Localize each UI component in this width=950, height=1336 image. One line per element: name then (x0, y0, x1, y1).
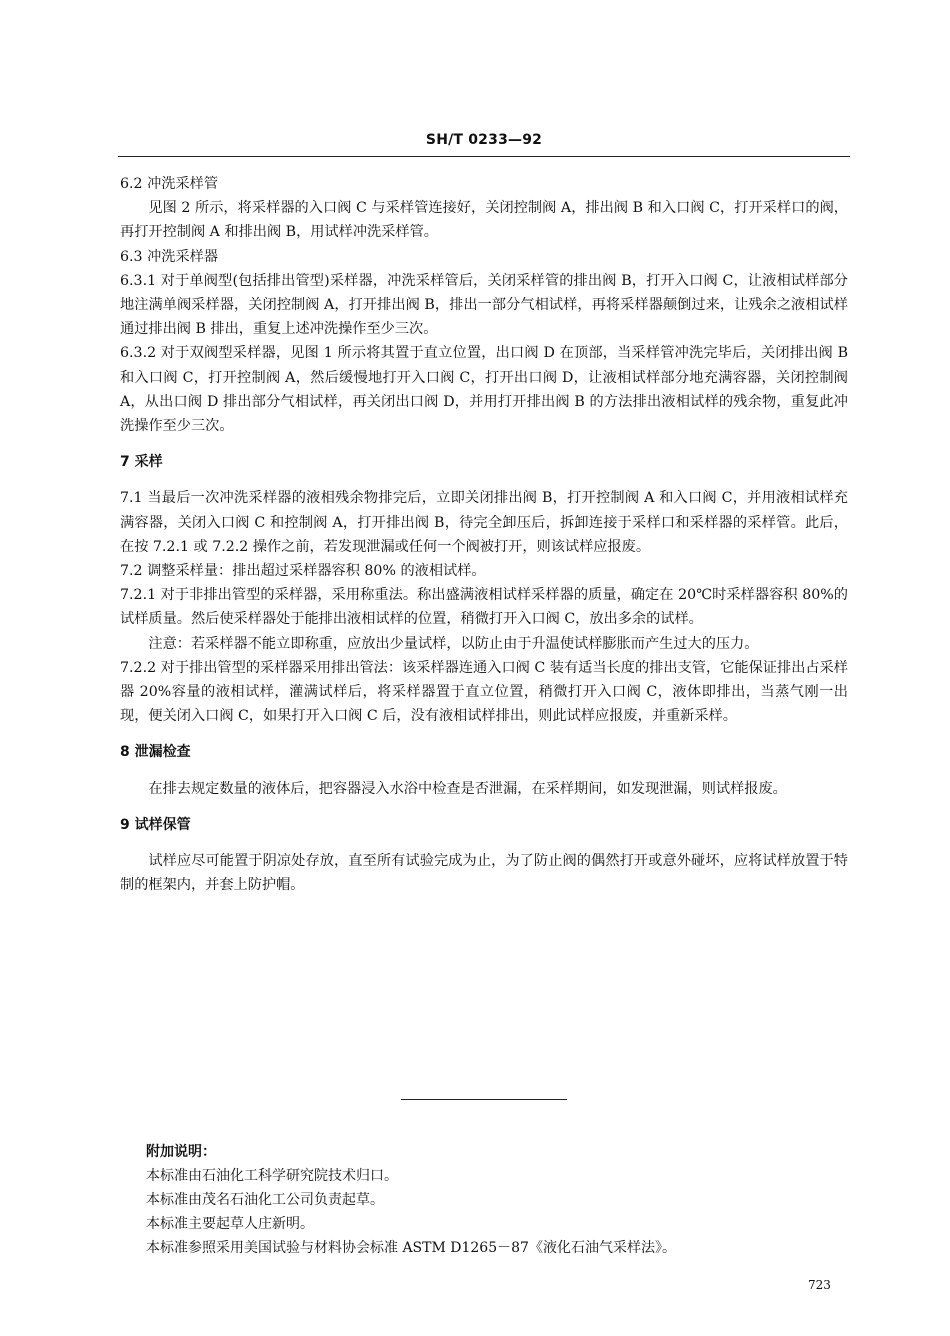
clause-6-3-2-text: 6.3.2 对于双阀型采样器，见图 1 所示将其置于直立位置，出口阀 D 在顶部，当采样管冲洗完毕后，关闭排出阀 B 和入口阀 C，打开控制阀 A，然后缓慢地打开入口阀 C，打开出口阀 D，让液相试样部分地充满容器，关闭控制阀 A，从出口阀 D 排出部分气相试样，再关闭出口阀 D，并用打开排出阀 B 的方法排出液相试样的残余物，重复此冲洗操作至少三次。 (120, 345, 848, 435)
section-8-title: 8 泄漏检查 (120, 744, 191, 761)
notes-line: 本标准由茂名石油化工公司负责起草。 (146, 1192, 384, 1208)
clause-7-2-1-note: 注意：若采样器不能立即称重，应放出少量试样，以防止由于升温使试样膨胀而产生过大的压力。 (148, 635, 759, 652)
standard-code-header: SH/T 0233—92 (425, 132, 543, 148)
clause-6-2-heading: 6.2 冲洗采样管 (120, 176, 219, 192)
end-separator-rule (401, 1099, 567, 1100)
notes-line: 本标准由石油化工科学研究院技术归口。 (146, 1168, 398, 1184)
notes-title: 附加说明： (146, 1144, 216, 1160)
clause-6-3-1-text: 6.3.1 对于单阀型(包括排出管型)采样器，冲洗采样管后，关闭采样管的排出阀 B，打开入口阀 C，让液相试样部分地注满单阀采样器，关闭控制阀 A，打开排出阀 B，排出一部分气相试样，再将采样器颠倒过来，让残余之液相试样通过排出阀 B 排出，重复上述冲洗操作至少三次。 (120, 272, 848, 338)
clause-7-2-1-text: 7.2.1 对于非排出管型的采样器，采用称重法。称出盛满液相试样采样器的质量，确定在 20℃时采样器容积 80%的试样质量。然后使采样器处于能排出液相试样的位置，稍微打开入口阀 C，放出多余的试样。 (120, 587, 848, 628)
section-7-title: 7 采样 (120, 454, 163, 471)
clause-7-2-2-text: 7.2.2 对于排出管型的采样器采用排出管法：该采样器连通入口阀 C 装有适当长度的排出支管，它能保证排出占采样器 20%容量的液相试样，灌满试样后，将采样器置于直立位置，稍微打开入口阀 C，液体即排出，当蒸气刚一出现，便关闭入口阀 C，如果打开入口阀 C 后，没有液相试样排出，则此试样应报废，并重新采样。 (120, 659, 848, 725)
clause-7-1-text: 7.1 当最后一次冲洗采样器的液相残余物排完后，立即关闭排出阀 B，打开控制阀 A 和入口阀 C，并用液相试样充满容器，关闭入口阀 C 和控制阀 A，打开排出阀 B，待完全卸压后，拆卸连接于采样口和采样器的采样管。此后，在按 7.2.1 或 7.2.2 操作之前，若发现泄漏或任何一个阀被打开，则该试样应报废。 (120, 490, 848, 555)
clause-6-2-text: 见图 2 所示，将采样器的入口阀 C 与采样管连接好，关闭控制阀 A，排出阀 B 和入口阀 C，打开采样口的阀，再打开控制阀 A 和排出阀 B，用试样冲洗采样管。 (120, 200, 848, 241)
section-9-title: 9 试样保管 (120, 816, 191, 833)
document-body (120, 172, 848, 897)
notes-line: 本标准主要起草人庄新明。 (146, 1216, 314, 1232)
clause-6-3-heading: 6.3 冲洗采样器 (120, 248, 219, 265)
section-9-text: 试样应尽可能置于阴凉处存放，直至所有试验完成为止，为了防止阀的偶然打开或意外碰坏，应将试样放置于特制的框架内，并套上防护帽。 (120, 853, 848, 894)
header-rule (118, 156, 850, 157)
additional-notes (146, 1140, 846, 1260)
page-number: 723 (808, 1278, 831, 1292)
clause-7-2-text: 7.2 调整采样量：排出超过采样器容积 80% 的液相试样。 (120, 563, 486, 580)
section-8-text: 在排去规定数量的液体后，把容器浸入水浴中检查是否泄漏，在采样期间，如发现泄漏，则试样报废。 (148, 780, 787, 797)
notes-line: 本标准参照采用美国试验与材料协会标准 ASTM D1265－87《液化石油气采样法》。 (146, 1240, 676, 1256)
